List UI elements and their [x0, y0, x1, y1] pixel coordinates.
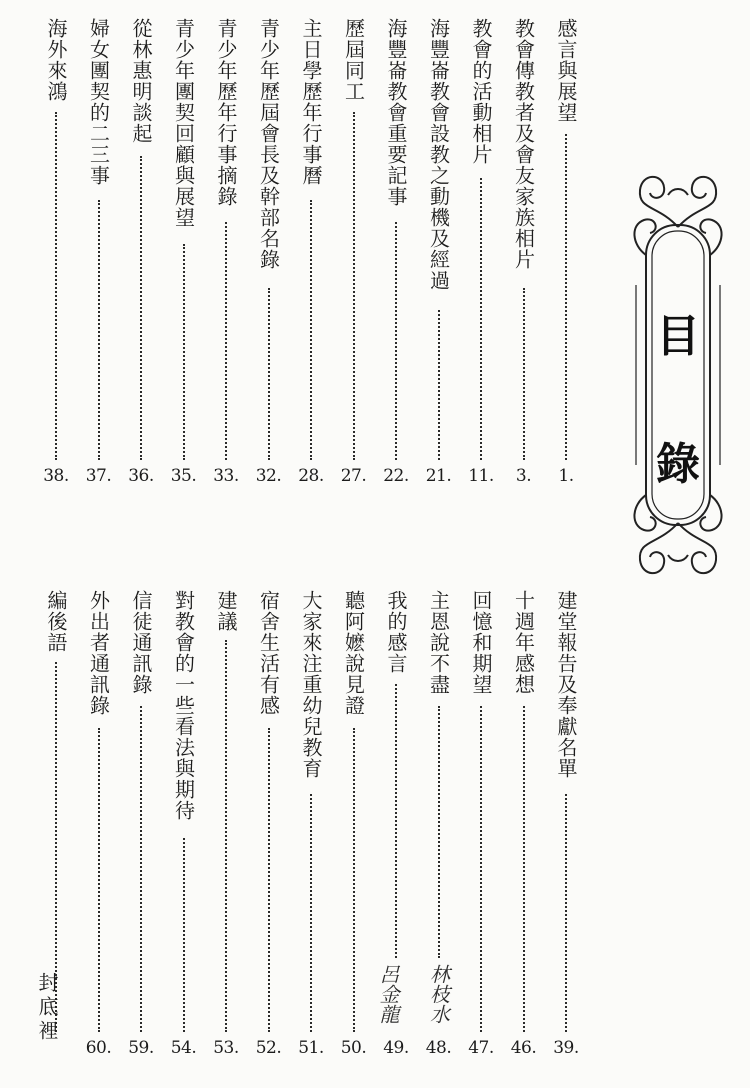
toc-entry-title: 歷屆同工 — [341, 18, 366, 102]
toc-entry-page: 35. — [170, 466, 197, 486]
dot-leader — [98, 728, 100, 1032]
toc-entry-page: 60. — [85, 1038, 112, 1058]
dot-leader — [480, 178, 482, 460]
toc-entry[interactable] — [551, 590, 581, 1060]
dot-leader — [523, 288, 525, 460]
toc-entry-title: 編後語 — [44, 590, 68, 653]
toc-entry-page: 22. — [383, 466, 409, 486]
dot-leader — [310, 200, 312, 460]
toc-entry-title: 婦女團契的二三事 — [86, 18, 111, 186]
toc-entry-page: 54. — [170, 1038, 197, 1058]
toc-entry-author: 呂金龍 — [376, 964, 400, 1024]
dot-leader — [183, 244, 185, 460]
toc-entry-author: 林枝水 — [426, 964, 451, 1024]
toc-entry[interactable] — [339, 18, 369, 488]
toc-entry[interactable] — [41, 18, 71, 488]
toc-entry[interactable] — [169, 18, 199, 488]
heading-char-1: 目 — [656, 311, 700, 362]
dot-leader — [565, 134, 567, 460]
toc-entry-title: 外出者通訊錄 — [86, 590, 111, 716]
toc-entry-title: 建堂報告及奉獻名單 — [554, 590, 578, 779]
toc-entry-title: 從林惠明談起 — [129, 18, 153, 144]
toc-entry[interactable] — [381, 18, 411, 488]
dot-leader — [480, 706, 482, 1032]
toc-entry-title: 我的感言 — [384, 590, 408, 674]
toc-entry-page: 38. — [43, 466, 69, 486]
toc-entry-page: 59. — [128, 1038, 154, 1058]
toc-entry[interactable] — [211, 590, 241, 1060]
toc-entry-title: 回憶和期望 — [469, 590, 493, 695]
toc-entry-page: 51. — [298, 1038, 324, 1058]
toc-entry-title: 對教會的一些看法與期待 — [171, 590, 196, 821]
toc-entry[interactable] — [551, 18, 581, 488]
toc-entry[interactable] — [84, 18, 114, 488]
toc-entry[interactable] — [376, 590, 411, 1060]
dot-leader — [225, 640, 227, 1032]
toc-entry[interactable] — [509, 18, 539, 488]
dot-leader — [140, 706, 142, 1032]
dot-leader — [98, 200, 100, 460]
toc-entry-page: 3. — [515, 466, 532, 486]
ornamental-frame-icon — [628, 165, 728, 585]
back-cover-label: 封底裡 — [35, 972, 59, 1044]
toc-entry-title: 青少年歷年行事摘錄 — [214, 18, 238, 207]
toc-entry-page: 48. — [425, 1038, 452, 1058]
dot-leader — [438, 706, 440, 958]
toc-entry-title: 建議 — [214, 590, 238, 632]
toc-entry[interactable] — [211, 18, 241, 488]
toc-entry[interactable] — [84, 590, 114, 1060]
toc-entry[interactable] — [466, 590, 496, 1060]
dot-leader — [395, 684, 397, 958]
toc-entry-page: 28. — [298, 466, 324, 486]
dot-leader — [353, 728, 355, 1032]
toc-entry[interactable] — [169, 590, 199, 1060]
toc-entry-title: 青少年團契回顧與展望 — [171, 18, 196, 228]
toc-entry-page: 39. — [553, 1038, 579, 1058]
toc-entry-title: 宿舍生活有感 — [256, 590, 281, 716]
dot-leader — [140, 156, 142, 460]
toc-entry[interactable] — [509, 590, 539, 1060]
toc-entry[interactable] — [424, 18, 454, 488]
toc-entry-title: 感言與展望 — [554, 18, 578, 123]
dot-leader — [438, 310, 440, 460]
toc-entry-title: 青少年歷屆會長及幹部名錄 — [256, 18, 281, 270]
toc-entry-page: 33. — [213, 466, 239, 486]
dot-leader — [183, 838, 185, 1032]
toc-entry-page: 36. — [128, 466, 154, 486]
toc-entry[interactable] — [126, 590, 156, 1060]
toc-entry-title: 教會的活動相片 — [469, 18, 493, 165]
toc-entry[interactable] — [466, 18, 496, 488]
toc-entry[interactable] — [424, 590, 454, 1060]
dot-leader — [395, 222, 397, 460]
toc-entry-page: 47. — [468, 1038, 494, 1058]
toc-entry-page: 52. — [255, 1038, 282, 1058]
toc-entry[interactable] — [296, 590, 326, 1060]
toc-entry-page: 11. — [468, 466, 494, 486]
toc-entry-page: 21. — [425, 466, 452, 486]
toc-entry-title: 海外來鴻 — [44, 18, 68, 102]
dot-leader — [55, 112, 57, 460]
dot-leader — [565, 794, 567, 1032]
dot-leader — [353, 112, 355, 460]
toc-entry[interactable] — [254, 18, 284, 488]
heading-char-2: 錄 — [656, 439, 700, 490]
toc-entry-page: 37. — [85, 466, 112, 486]
toc-entry[interactable] — [254, 590, 284, 1060]
toc-entry-title: 信徒通訊錄 — [129, 590, 153, 695]
toc-entry-title: 海豐崙教會設教之動機及經過 — [426, 18, 451, 291]
toc-entry-title: 教會傳教者及會友家族相片 — [511, 18, 536, 270]
toc-entry-page: 49. — [383, 1038, 409, 1058]
toc-entry[interactable] — [339, 590, 369, 1060]
toc-entry-title: 海豐崙教會重要記事 — [384, 18, 408, 207]
dot-leader — [268, 728, 270, 1032]
toc-entry[interactable] — [126, 18, 156, 488]
toc-entry-page: 1. — [558, 466, 574, 486]
toc-entry-page: 27. — [340, 466, 367, 486]
toc-entry-title: 聽阿嬷說見證 — [341, 590, 366, 716]
toc-entry-page: 53. — [213, 1038, 239, 1058]
dot-leader — [310, 794, 312, 1032]
dot-leader — [523, 706, 525, 1032]
toc-entry-title: 大家來注重幼兒教育 — [299, 590, 323, 779]
dot-leader — [268, 288, 270, 460]
dot-leader — [225, 222, 227, 460]
toc-entry-title: 主恩說不盡 — [426, 590, 451, 695]
toc-entry[interactable] — [296, 18, 326, 488]
toc-entry-title: 十週年感想 — [511, 590, 536, 695]
toc-entry-page: 32. — [255, 466, 282, 486]
toc-entry-page: 46. — [510, 1038, 537, 1058]
toc-entry-page: 50. — [340, 1038, 367, 1058]
toc-entry-title: 主日學歷年行事曆 — [299, 18, 323, 186]
